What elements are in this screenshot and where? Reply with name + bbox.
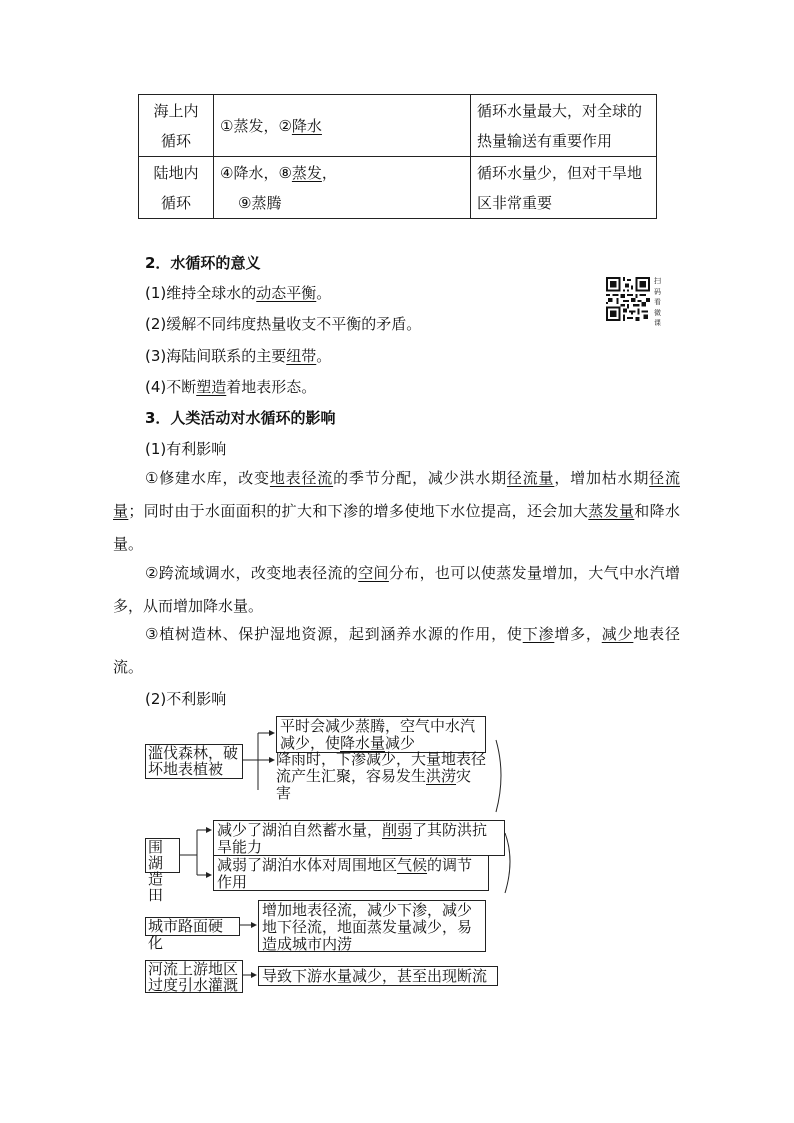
cycle-feature-text: 热量输送有重要作用 bbox=[477, 131, 613, 150]
cycle-feature-text: 循环水量最大，对全球的 bbox=[477, 101, 643, 120]
effect-box: 减弱了湖泊水体对周围地区气候的调节 作用 bbox=[213, 855, 489, 891]
cycle-type-text: 海上内 bbox=[153, 101, 199, 120]
cycle-feature-text: 区非常重要 bbox=[477, 193, 553, 212]
cause-box-deforestation: 滥伐森林，破 坏地表植被 bbox=[145, 744, 243, 779]
subheading: (1)有利影响 bbox=[145, 440, 227, 458]
cycle-process-text: ①蒸发，② bbox=[220, 116, 292, 135]
cycle-feature-text: 循环水量少，但对干旱地 bbox=[477, 163, 643, 182]
effect-box: 增加地表径流，减少下渗，减少 地下径流，地面蒸发量减少，易 造成城市内涝 bbox=[258, 900, 486, 952]
effect-box: 减少了湖泊自然蓄水量，削弱了其防洪抗 旱能力 bbox=[213, 820, 505, 856]
cause-box-lake-reclamation: 围湖 造田 bbox=[145, 838, 180, 873]
list-item: (1)维持全球水的动态平衡。 bbox=[145, 284, 332, 302]
subheading: (2)不利影响 bbox=[145, 690, 227, 708]
cycle-type-text: 循环 bbox=[160, 131, 191, 150]
cause-box-urban-paving: 城市路面硬化 bbox=[145, 917, 240, 936]
list-item: (2)缓解不同纬度热量收支不平衡的矛盾。 bbox=[145, 315, 422, 333]
cycle-type-text: 陆地内 bbox=[153, 163, 199, 182]
section-heading: 2．水循环的意义 bbox=[145, 254, 261, 272]
qr-label: 扫码看微课 bbox=[654, 277, 661, 327]
list-item: (3)海陆间联系的主要纽带。 bbox=[145, 347, 332, 365]
cycle-process-text: ， bbox=[321, 163, 337, 182]
section-heading: 3．人类活动对水循环的影响 bbox=[145, 409, 336, 427]
paragraph: ①修建水库，改变地表径流的季节分配，减少洪水期径流量，增加枯水期径流量；同时由于水面面积的扩大和下渗的增多使地下水位提高，还会加大蒸发量和降水量。 bbox=[113, 469, 680, 553]
cycle-type-text: 循环 bbox=[160, 193, 191, 212]
effect-text: 降雨时，下渗减少，大量地表径 流产生汇聚，容易发生洪涝灾 害 bbox=[276, 750, 487, 802]
effect-box: 平时会减少蒸腾，空气中水汽 减少，使降水量减少 bbox=[276, 716, 486, 753]
underlined-term: 降水 bbox=[291, 116, 322, 135]
effect-box: 导致下游水量减少，甚至出现断流 bbox=[258, 966, 498, 986]
cause-box-over-irrigation: 河流上游地区 过度引水灌溉 bbox=[145, 960, 243, 993]
paragraph: ③植树造林、保护湿地资源，起到涵养水源的作用，使下渗增多，减少地表径流。 bbox=[113, 625, 680, 676]
paragraph: ②跨流域调水，改变地表径流的空间分布，也可以使蒸发量增加，大气中水汽增多，从而增加降水量。 bbox=[113, 564, 680, 615]
cycle-process-text: ⑨蒸腾 bbox=[238, 193, 282, 212]
underlined-term: 蒸发 bbox=[291, 163, 322, 182]
cycle-process-text: ④降水，⑧ bbox=[220, 163, 292, 182]
list-item: (4)不断塑造着地表形态。 bbox=[145, 378, 317, 396]
